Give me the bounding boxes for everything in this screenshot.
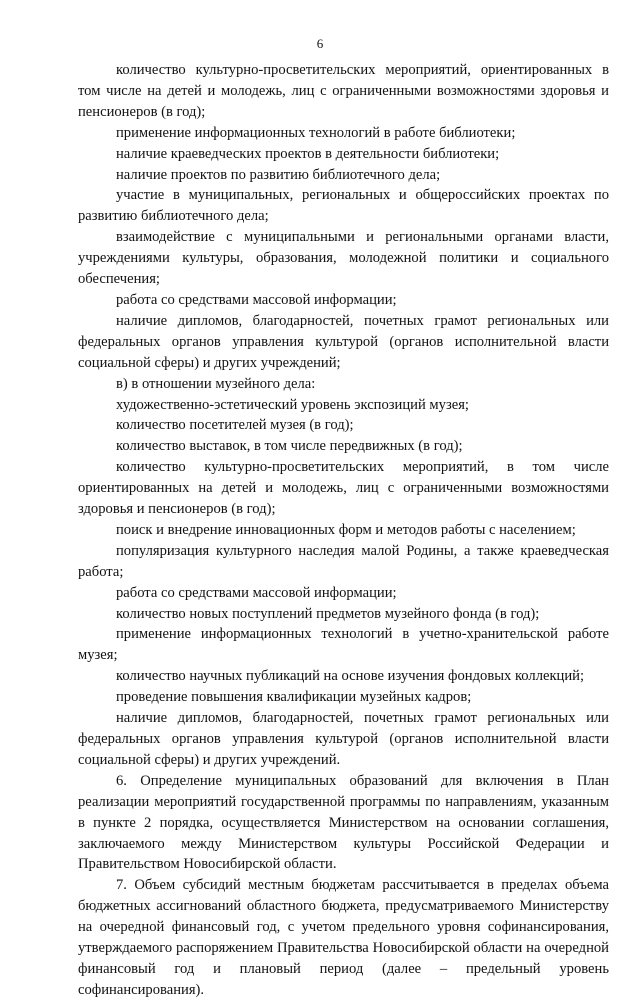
page-number: 6 xyxy=(316,36,324,51)
list-item-local-history-projects: наличие краеведческих проектов в деятельности библиотеки; xyxy=(116,145,500,162)
list-item-project-participation: участие в муниципальных, региональных и общероссийских проектах по развитию библиотечного дела; xyxy=(78,187,609,225)
document-body xyxy=(78,60,609,1001)
list-item-staff-training: проведение повышения квалификации музейных кадров; xyxy=(116,689,472,706)
list-item-info-tech-library: применение информационных технологий в работе библиотеки; xyxy=(116,124,516,141)
list-item-cooperation-authorities: взаимодействие с муниципальными и региональными органами власти, учреждениями культуры, образования, молодежной политики и социального обеспечения; xyxy=(78,229,609,288)
list-item-heritage-popularization: популяризация культурного наследия малой Родины, а также краеведческая работа; xyxy=(78,542,609,580)
list-item-new-acquisitions: количество новых поступлений предметов музейного фонда (в год); xyxy=(116,605,540,622)
list-item-exhibitions: количество выставок, в том числе передвижных (в год); xyxy=(116,438,463,455)
list-item-museum-visitors: количество посетителей музея (в год); xyxy=(116,417,354,434)
list-item-mass-media-museum: работа со средствами массовой информации; xyxy=(116,584,397,601)
clause-6: 6. Определение муниципальных образований для включения в План реализации мероприятий государственной программы по направлениям, указанным в пункте 2 порядка, осуществляется Министерством на основании соглашения, заключаемого между Министерством культуры Российской Федерации и Правительством Новосибирской области. xyxy=(78,772,609,873)
list-item-innovative-methods: поиск и внедрение инновационных форм и методов работы с населением; xyxy=(116,521,576,538)
list-item-diplomas-library: наличие дипломов, благодарностей, почетных грамот региональных или федеральных органов управления культурой (органов исполнительной власти социальной сферы) и других учреждений; xyxy=(78,312,609,371)
list-item-mass-media-library: работа со средствами массовой информации; xyxy=(116,291,397,308)
list-item-cultural-events: количество культурно-просветительских мероприятий, ориентированных в том числе на детей и молодежь, лиц с ограниченными возможностями здоровья и пенсионеров (в год); xyxy=(78,62,609,120)
list-item-scientific-publications: количество научных публикаций на основе изучения фондовых коллекций; xyxy=(116,668,585,685)
list-item-info-tech-museum: применение информационных технологий в учетно-хранительской работе музея; xyxy=(78,626,609,664)
clause-7: 7. Объем субсидий местным бюджетам рассчитывается в пределах объема бюджетных ассигнований областного бюджета, предусматриваемого Министерству на очередной финансовый год, с учетом предельного уровня софинансирования, утверждаемого распоряжением Правительства Новосибирской области на очередной финансовый год и плановый период (далее – предельный уровень софинансирования). xyxy=(78,877,609,998)
list-item-museum-cultural-events: количество культурно-просветительских мероприятий, в том числе ориентированных на детей и молодежь, лиц с ограниченными возможностями здоровья и пенсионеров (в год); xyxy=(78,459,609,518)
list-item-diplomas-museum: наличие дипломов, благодарностей, почетных грамот региональных или федеральных органов управления культурой (органов исполнительной власти социальной сферы) и других учреждений. xyxy=(78,710,609,768)
section-heading-museum: в) в отношении музейного дела: xyxy=(116,375,316,392)
list-item-exposition-level: художественно-эстетический уровень экспозиций музея; xyxy=(116,396,469,413)
list-item-library-development-projects: наличие проектов по развитию библиотечного дела; xyxy=(116,166,441,183)
